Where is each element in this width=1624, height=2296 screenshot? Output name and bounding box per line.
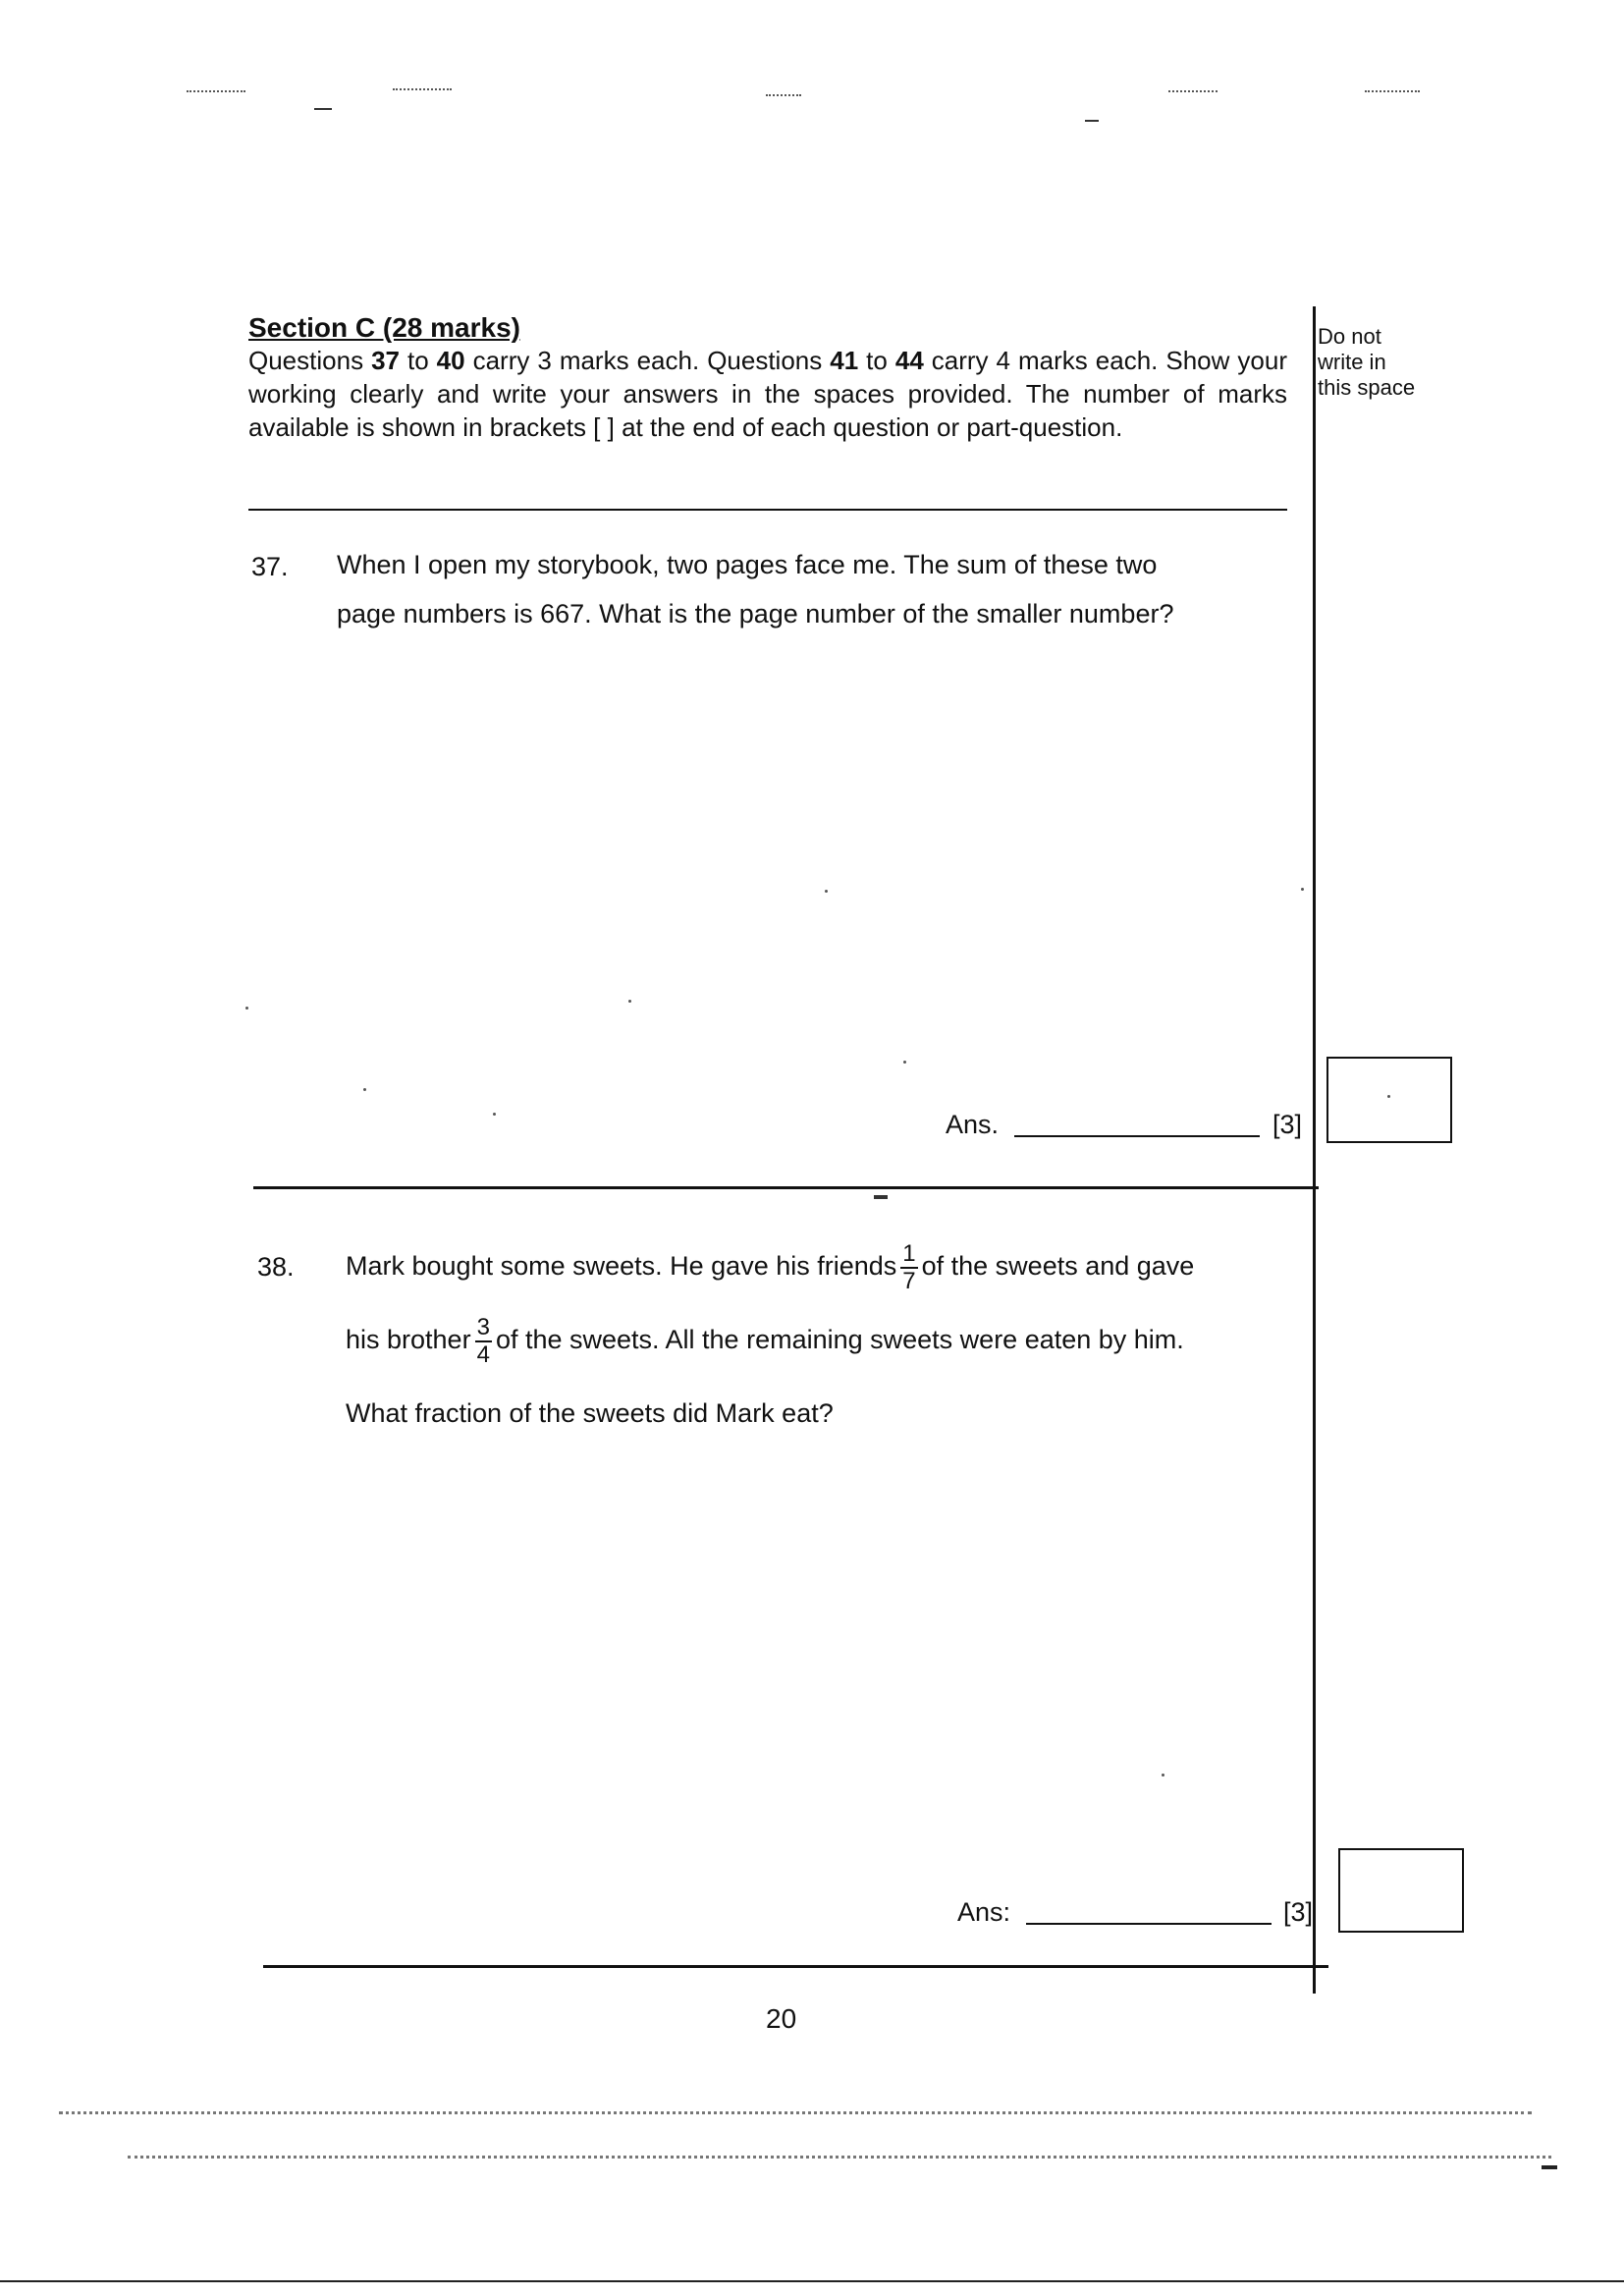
scan-mark xyxy=(766,94,801,98)
marks-box xyxy=(1338,1848,1464,1933)
scan-speck xyxy=(363,1088,366,1091)
scan-mark xyxy=(1542,2165,1557,2169)
question-number: 38. xyxy=(257,1252,295,1282)
section-instructions: Questions 37 to 40 carry 3 marks each. Questions 41 to 44 carry 4 marks each. Show your working clearly and write your answers in the spaces provided. The number of marks available is shown in brackets [ ] at the end of each question or part-question. xyxy=(248,346,1287,442)
answer-line[interactable] xyxy=(1014,1135,1260,1137)
scan-speck xyxy=(903,1061,906,1064)
answer-line[interactable] xyxy=(1026,1923,1272,1925)
scan-speck xyxy=(1301,888,1304,891)
scan-mark xyxy=(393,88,452,92)
marks-box xyxy=(1326,1057,1452,1143)
scan-mark xyxy=(0,2280,1624,2282)
fraction-three-quarters: $\frac{3}{4}$ xyxy=(476,1313,490,1368)
section-title: Section C (28 marks) xyxy=(248,312,520,343)
scan-speck xyxy=(1387,1095,1390,1098)
divider-top xyxy=(248,509,1287,511)
scan-speck xyxy=(825,890,828,893)
question-text: Mark bought some sweets. He gave his friends $\frac{1}{7}$ of the sweets and gave his brother $\frac{3}{4}$ of the sweets. All the remaining sweets were eaten by him. What fraction of the sweets did Mark eat? xyxy=(346,1239,1195,1428)
scan-mark xyxy=(874,1195,888,1199)
answer-label: Ans. xyxy=(946,1110,1000,1139)
scan-mark xyxy=(1365,90,1420,94)
scan-mark xyxy=(59,2111,1532,2116)
question-number: 37. xyxy=(251,552,289,581)
scan-mark xyxy=(128,2156,1551,2160)
scan-speck xyxy=(628,1000,631,1003)
scan-mark xyxy=(1085,120,1099,122)
scan-mark xyxy=(314,108,332,110)
margin-note xyxy=(1318,324,1415,401)
scan-mark xyxy=(1168,90,1218,94)
divider-bottom xyxy=(263,1965,1328,1968)
marks-label: [3] xyxy=(1283,1897,1314,1927)
answer-label: Ans: xyxy=(957,1897,1011,1927)
margin-note-line: Do not xyxy=(1318,324,1381,349)
scan-speck xyxy=(1162,1774,1164,1777)
marks-label: [3] xyxy=(1272,1110,1303,1139)
margin-note-line: write in xyxy=(1318,350,1386,374)
scan-speck xyxy=(245,1007,248,1010)
margin-note-line: this space xyxy=(1318,375,1416,400)
margin-rule xyxy=(1313,306,1316,1994)
scan-speck xyxy=(493,1113,496,1116)
divider-middle xyxy=(253,1186,1319,1189)
scan-mark xyxy=(187,90,245,94)
page-number: 20 xyxy=(766,2003,797,2034)
fraction-one-seventh: $\frac{1}{7}$ xyxy=(902,1239,916,1294)
question-text: When I open my storybook, two pages face me. The sum of these two page numbers is 667. What is the page number of the smaller number? xyxy=(337,550,1174,629)
